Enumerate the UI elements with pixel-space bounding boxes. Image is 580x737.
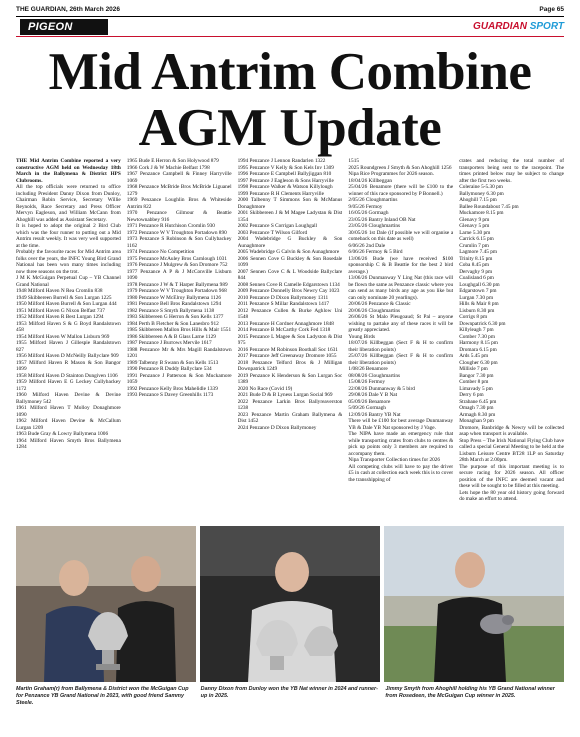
paragraph: 23/05/26 Bantry Inland OB Nat [348, 216, 416, 223]
paragraph: 15/08/26 Fermoy [348, 379, 386, 385]
paragraph: 1976 Penzance J Mulgrew & Son Dromore 752 [126, 262, 228, 268]
paragraph: Probably the favourite races for Mid Antrim area folks over the years, the INFC Young Bird Grand National has been won many times including now three seasons on the trot. [16, 249, 121, 275]
paragraph: 12/09/26 Bantry YB Nat [348, 411, 401, 418]
paragraph: Trinity 8.15 pm [459, 255, 493, 262]
paragraph: 2008 Sennen Cove R Camelle Edgarstown 1134 [237, 281, 340, 288]
paragraph: Lurgan 7.30 pm [459, 294, 494, 301]
paragraph: 1992 Penzance Kelly Bros Mahelidle 1339 [126, 385, 218, 392]
headline-line1: Mid Antrim Combine [48, 43, 532, 101]
paragraph: The NIPA have made an emergency rule that while transporting crates from clubs to centres & pick up points only 3 members are required to accompany them. [348, 431, 454, 457]
paragraph: Corrigs 8 pm [459, 314, 488, 320]
paragraph: 2025 Roundgreen J Smyth & Son Ahoghill 1256 [348, 164, 452, 171]
column-3 [238, 158, 343, 518]
paragraph: Coba 8.45 pm [459, 262, 490, 268]
paragraph: 2023 Penzance Martin Graham Ballymena & Dist 1452 [237, 411, 343, 424]
paragraph: 1951 Milford Haven G Nixon Belfast 737 [16, 307, 105, 314]
paragraph: 1960 Milford Haven Devine & Devine Ballymoney 542 [16, 392, 121, 405]
paragraph: 1998 Penzance Walker & Watson Killylough [237, 184, 333, 190]
paragraph: 08/08/26 Cloughmartins [348, 372, 401, 379]
paragraph: 1955 Milford Haven J Gillespie Randalstown 827 [16, 340, 121, 353]
paragraph: 1515 [348, 158, 359, 164]
paragraph: Ballymoney 6.30 pm [459, 190, 504, 197]
photo-3-image [384, 526, 564, 682]
paragraph: 2015 Penzance L Magee & Son Ladyston & Dist 975 [237, 333, 343, 346]
paragraph: 2002 Penzance S Corrigan Loughgall [237, 223, 318, 229]
paragraph: 20/06/26 Cloughmartins [348, 307, 401, 314]
paragraph: 1957 Milford Haven R Mason & Son Bangor 1099 [16, 359, 121, 372]
paragraph: 30/05/26 1st Dale (if possible we will organise a comeback on this date as well) [348, 229, 454, 242]
paragraph: 23/05/26 Cloughmartins [348, 223, 401, 229]
brand-rule [16, 36, 564, 37]
paragraph: Ards 5.45 pm [459, 353, 489, 359]
paragraph: 2009 Penzance Donnelly Bros Newry Cay 1023 [237, 288, 340, 294]
paragraph: 2/05/26 Cloughmartins [348, 197, 398, 203]
brand-guardian: GUARDIAN [473, 21, 527, 32]
paragraph: 25/04/26 Benamore (there will be £100 to the winner of this race sponsored by P Bonnell.) [348, 184, 454, 197]
paragraph: 25/07/26 Killbeggan (Sect F & H to confirm their liberation points) [348, 353, 454, 366]
page-header [16, 4, 564, 15]
section-tag: PIGEON NEWS [20, 19, 108, 35]
paragraph: 16/05/26 Gormagh [348, 210, 389, 216]
paragraph: 13/06/26 Dunmanway Y Ling Nat (this race will be flown the same as Penzance classic where you can send as many birds any age as you like but can only nominate 20 yearlings). [348, 275, 454, 301]
paragraph: 2020 No Race (Covid 19) [237, 385, 293, 392]
paragraph: 1999 Penzance R H Clements Harryville [237, 190, 324, 197]
photo-2-image [200, 526, 380, 682]
paragraph: 1970 Penzance Gilmour & Beattie Newtownabbey 916 [126, 210, 232, 223]
photo-captions [16, 686, 564, 706]
paragraph: 1987 Penzance J Burrows Mervile 1617 [126, 340, 212, 346]
paragraph: 6/06/26 Fermoy & 5 Bird [348, 249, 403, 255]
paragraph: 2007 Sennen Cove C & L Woodside Ballyclare 844 [237, 268, 343, 281]
column-4 [348, 158, 453, 518]
paragraph: Dromore, Banbridge & Newry will be collected asap when transport is available. [459, 424, 564, 437]
paragraph: Harmony 8.15 pm [459, 340, 498, 346]
paragraph: 1956 Milford Haven D McNeilly Ballyclare 909 [16, 353, 119, 359]
paragraph: 1977 Penzance A P & J McConville Lisburn 1090 [126, 268, 232, 281]
paragraph: J M K McGuigan Perpetual Cup – YB Channel Grand National [16, 275, 121, 288]
page-number: Page 65 [539, 6, 564, 13]
paragraph: 2018 Penzance Telford Bros & J Milligan Downpatrick 1249 [237, 359, 343, 372]
article-body [16, 158, 564, 518]
article-lead: THE Mid Antrim Combine reported a very constructive AGM held on Wednesday 18th March in the Ballymena & District HPS Clubrooms. [16, 158, 121, 184]
headline-line2: AGM Update [138, 99, 442, 157]
paragraph: All the top officials were returned to office including President Danny Dixon from Dunloy, Chairman Robin Service, Secretary Willie Reynolds, Race Secretary and Press Officer Mervyn Eagleson, and William McCann from Ahoghill was added as Assistant Secretary. [16, 184, 121, 223]
paragraph: 1993 Penzance S Davey Greenhills 1173 [126, 392, 214, 398]
paragraph: Edgarstown 7 pm [459, 288, 497, 294]
paragraph: Clougher 6.30 pm [459, 359, 498, 366]
stop-press: Stop Press – The Irish National Flying Club have called a special General Meeting to be held at the Lisburn Leisure Centre BT28 1LP on Saturday 28th March at 2.00pm. [459, 437, 564, 463]
paragraph: 20/06/26 Penzance & Classic [348, 301, 411, 307]
photo-martin-graham [16, 526, 196, 682]
paragraph: Coleraine 5-5.30 pm [459, 184, 503, 190]
paragraph: 5/09/26 Gormagh [348, 405, 386, 411]
paragraph: 1975 Penzance McAuley Bros Carnlough 1031 [126, 255, 227, 262]
paragraph: 1962 Milford Haven Devine & McCallum Lurgan 1209 [16, 418, 121, 431]
paragraph: Limavady 5 pm [459, 385, 493, 392]
paragraph: 1/08/26 Benamore [348, 366, 388, 372]
paragraph: 1966 Cork J & W Machie Belfast 1798 [126, 164, 210, 171]
photo-danny-dixon [200, 526, 380, 682]
paragraph: 1971 Penzance R Hutchison Cromlin 930 [126, 223, 215, 229]
caption-2: Danny Dixon from Dunloy won the YB Nat winner in 2024 and runner-up in 2025. [200, 686, 378, 699]
paragraph: 1974 Penzance No Competition [126, 249, 195, 255]
paragraph: 1978 Penzance J W & T Harper Ballymena 989 [126, 281, 228, 288]
closing-note: Lets hope the 80 year old history going forward do make an effort to attend. [459, 489, 564, 502]
photo-strip [16, 526, 564, 682]
paragraph: 1989 Talbenny B Swann & Son Kells 1513 [126, 359, 219, 366]
paragraph: 1985 Skibbereen Mallon Bros Hills & Mair 1551 [126, 327, 232, 333]
paragraph: Ahoghill 7.15 pm [459, 197, 497, 203]
column-1 [16, 158, 121, 518]
column-1-paragraphs [16, 184, 121, 451]
paragraph: Carrick 6.15 pm [459, 236, 494, 242]
transport-intro: crates and reducing the total number of transporters being sent to the racepoint. The times printed below may be subject to change after the first two weeks. [459, 158, 564, 184]
paragraph: 2014 Penzance B McCarthy Cork Fed 1318 [237, 327, 331, 333]
paragraph: 1953 Milford Haven S & G Boyd Randalstown 458 [16, 320, 121, 333]
paragraph: 1963 Bude Gray & Lowry Ballymena 1006 [16, 431, 109, 437]
paragraph: Downpatrick 6.30 pm [459, 320, 506, 327]
paragraph: 2013 Penzance H Cordner Annaghmore 1848 [237, 320, 334, 327]
caption-1: Martin Graham(r) from Ballymena & District won the McGuigan Cup for Penzance YB Grand National in 2023, with good friend Sammy Steele. [16, 686, 189, 706]
paragraph: Killyleagh 7 pm [459, 327, 494, 333]
paragraph: Monaghan 9 pm [459, 418, 494, 424]
paragraph: 2010 Penzance D Dixon Ballymoney 1311 [237, 294, 329, 301]
paragraph: Dromara 6.15 pm [459, 346, 497, 353]
paragraph: 2024 Penzance D Dixon Ballymoney [237, 424, 317, 431]
paragraph: 1981 Penzance Bell Bros Randalstown 1294 [126, 301, 222, 307]
paragraph: Glenavy 5 pm [459, 223, 490, 229]
paragraph: 29/08/26 Dale Y B Nat [348, 392, 398, 398]
brand-sport: SPORT [529, 21, 564, 32]
paragraph: 1984 Perth B Fletcher & Son Lanesbro 912 [126, 320, 219, 327]
paragraph: Armagh 8.30 pm [459, 411, 496, 418]
paragraph: 1954 Milford Haven W Mallon Lisburn 969 [16, 333, 110, 340]
paragraph: 2011 Penzance S Millar Randalstown 1417 [237, 301, 330, 307]
paragraph: All competing clubs will have to pay the driver £5 in cash at collection each week this is to cover the transshipping of [348, 463, 454, 483]
paragraph: Omagh 7.30 pm [459, 405, 494, 411]
photo-1-image [16, 526, 196, 682]
paragraph: 1952 Milford Haven R Best Lurgan 1294 [16, 314, 104, 320]
paragraph: Lisburn 8.30 pm [459, 307, 495, 314]
paragraph: 1959 Milford Haven E G Leckey Cullybackey 1172 [16, 379, 121, 392]
paragraph: 1973 Penzance S Robinson & Son Cullybackey 1162 [126, 236, 232, 249]
paragraph: 1990 Penzance R Duddy Ballyclare 534 [126, 366, 212, 372]
brand-logo [473, 20, 564, 34]
paragraph: 1979 Penzance W V Troughton Portadown 968 [126, 288, 227, 294]
paragraph: 1991 Penzance J Patterson & Son Muckamore 1059 [126, 372, 232, 385]
paragraph: 1972 Penzance W V Troughton Portadown 890 [126, 229, 227, 236]
paragraph: 1986 Skibbereen A & B Glass Larne 1129 [126, 333, 216, 340]
paragraph: 2017 Penzance Jeff Greenaway Dromore 1055 [237, 353, 337, 359]
paragraph: 1996 Penzance E Campbell Ballyjiggan 810 [237, 171, 332, 177]
paragraph: 1982 Penzance S Smyth Ballymena 1138 [126, 307, 215, 314]
caption-3: Jimmy Smyth from Ahoghill holding his YB Grand National winner from Rosedeen, the McGuigan Cup winner in 2025. [385, 686, 555, 699]
paragraph: 1994 Penzance J Lennon Randarlen 1322 [237, 158, 326, 164]
paragraph: 1995 Penzance V Kelly & Son Kels Inv 1309 [237, 164, 334, 171]
paragraph: 9/05/26 Fermoy [348, 203, 383, 210]
paragraph: 2021 Bude D & B Lyness Lurgan Social 969 [237, 392, 333, 398]
paragraph: 1965 Bude E Herron & Son Holywood 879 [126, 158, 219, 164]
paragraph: 1961 Milford Haven T Molloy Donaghmore 1090 [16, 405, 121, 418]
paragraph: 1968 Penzance McBride Bros McBride Liguanel 1279 [126, 184, 232, 197]
paragraph: Bangor 7.30 pm [459, 372, 494, 379]
paragraph: 2005 Wadebridge G Calvin & Son Aunaghmore [237, 249, 340, 255]
paragraph: 2022 Penzance Larkin Bros Ballyreaverston 1238 [237, 398, 343, 411]
paragraph: Ballee Roundabout 7.45 pm [459, 203, 519, 210]
paragraph: There will be £100 for best average Dunmanway YB & Dale YB Nat sponsored by J Vage. [348, 418, 454, 431]
paragraph: 1950 Milford Haven Burrell & Son Lurgan 444 [16, 301, 117, 307]
paragraph: 26/06/26 St Malo Pleugoaud; St Pal – anyone wishing to partake any of these races it will be greatly appreciated. [348, 314, 454, 333]
paragraph: 18/07/26 Killbeggan (Sect F & H to confirm their liberation points) [348, 340, 454, 353]
paragraph: Lagmore 7.45 pm [459, 249, 497, 255]
paragraph: Comber 7.30 pm [459, 333, 495, 340]
paragraph: Muckamore 8.15 pm [459, 210, 504, 216]
paragraph: 1958 Milford Haven D Stainton Dungiven 1106 [16, 372, 118, 379]
paragraph: 1948 Milford Haven N Rea Cromlin 838 [16, 288, 103, 294]
paragraph: Nipa Transporter Collection times for 2026 [348, 457, 441, 463]
headline [0, 44, 580, 156]
paragraph: 1983 Skibbereen G Herron & Son Kells 1377 [126, 314, 224, 320]
paragraph: Comber 8 pm [459, 379, 489, 385]
paragraph: 1997 Penzance J Eagleson & Sons Harryville [237, 177, 334, 184]
paragraph: Hills & Mair 8 pm [459, 301, 499, 307]
paragraph: 6/06/26 2nd Dale [348, 242, 386, 249]
paragraph: 1980 Penzance W McElroy Ballymena 1126 [126, 294, 221, 301]
paragraph: Millisle 7 pm [459, 366, 488, 372]
paragraph: 1949 Skibbereen Burrell & Son Lurgan 1225 [16, 294, 112, 301]
paragraph: Coalisland 6 pm [459, 275, 494, 281]
paragraph: 2006 Sennen Cove G Buckley & Son Rosedale 1099 [237, 255, 343, 268]
paragraph: 1964 Milford Haven Smyth Bros Ballymena 1284 [16, 437, 121, 450]
paragraph: Strabane 6.45 pm [459, 398, 497, 405]
meeting-purpose: The purpose of this important meeting is to secure racing for 2026 season. All officer position of the INFC are deemed vacant and these will be sought to be filled at this meeting. [459, 463, 564, 489]
paragraph: 18/04/26 Killbeggan [348, 177, 393, 184]
column-5 [459, 158, 564, 518]
paragraph: Nipa Rice Programmes for 2026 season. [348, 171, 435, 177]
paragraph: 2003 Penzance T Wilson Gilford [237, 229, 308, 236]
paragraph: 1967 Penzance Campbell & Finney Harryville 1069 [126, 171, 232, 184]
collection-times-list [459, 184, 564, 438]
publication-date: THE GUARDIAN, 26th March 2026 [16, 6, 121, 13]
paragraph: 1969 Penzance Loughlin Bros & Whiteside Antrim 822 [126, 197, 232, 210]
paragraph: It is hoped to adopt the original 2 Bird Club which was the four runner to putting out a Mid Antrim result weekly. It was very well supported at the time. [16, 223, 121, 249]
paragraph: 2016 Penzance M Robinson Boothall Soc 1631 [237, 346, 338, 353]
header-rule [16, 16, 564, 17]
paragraph: Crumlin 7 pm [459, 242, 489, 249]
paragraph: Dervaghy 9 pm [459, 268, 493, 275]
paragraph: 2000 Talbenny T Simmons Son & McManus Donaghmore [237, 197, 343, 210]
paragraph: 22/08/26 Dunmanway & 5 bird [348, 385, 415, 392]
paragraph: 13/06/26 Bude (we have received $100 sponsorship C & B Beattie for the best 2 bird average.) [348, 255, 454, 275]
paragraph: 2001 Skibbereen J & M Magee Ladystan & Dist 1354 [237, 210, 343, 223]
paragraph: Young Birds [348, 333, 376, 340]
paragraph: Glenavy 9 pm [459, 216, 490, 223]
paragraph: 1988 Penzance Mr & Mrs Magill Randalstown 1201 [126, 346, 232, 359]
column-2 [127, 158, 232, 518]
paragraph: 2012 Penzance Cullen & Burke Aghlow Uni 1548 [237, 307, 343, 320]
paragraph: 2004 Wadebridge G Buckley & Son Aunaghmore [237, 236, 343, 249]
paragraph: 05/09/26 Benamore [348, 398, 391, 405]
paragraph: 2019 Penzance K Henderson & Son Lurgan Soc 1389 [237, 372, 343, 385]
photo-jimmy-smyth [384, 526, 564, 682]
paragraph: Loughgall 6.30 pm [459, 281, 500, 288]
paragraph: Larne 5.30 pm [459, 229, 491, 236]
paragraph: Derry 6 pm [459, 392, 484, 398]
